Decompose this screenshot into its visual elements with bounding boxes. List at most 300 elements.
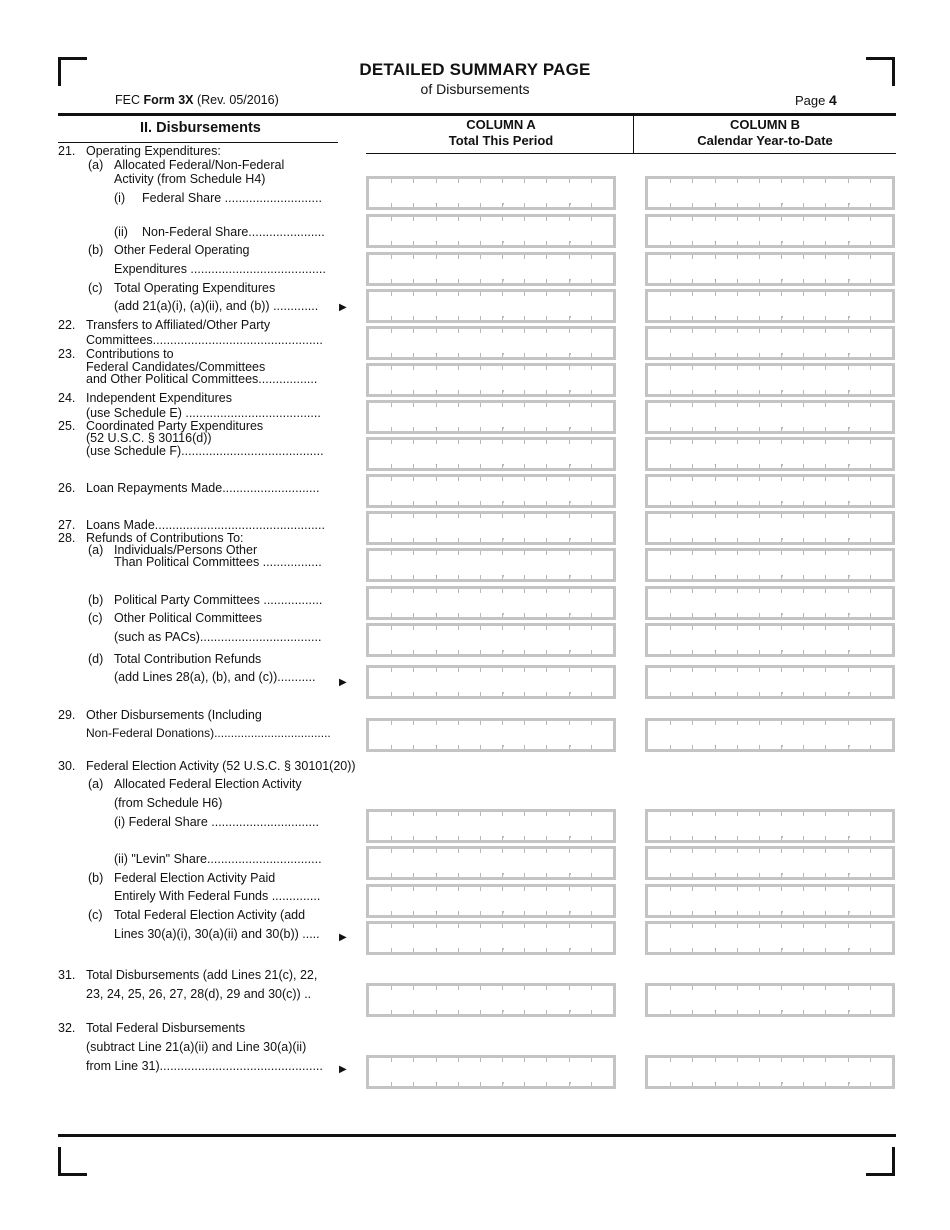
comb-tick (546, 986, 547, 990)
separator-mark: , (502, 643, 505, 653)
comb-tick (458, 329, 459, 333)
amount-field-25-column-b[interactable] (645, 437, 895, 471)
comb-tick (670, 1082, 671, 1086)
comb-tick (458, 692, 459, 696)
line-31-label-2: 23, 24, 25, 26, 27, 28(d), 29 and 30(c)) .. (86, 987, 312, 1001)
comb-tick (870, 692, 871, 696)
separator-mark: , (435, 196, 438, 206)
comb-tick (502, 292, 503, 296)
comb-tick (825, 924, 826, 928)
line-number-32: 32. (58, 1021, 76, 1035)
comb-tick (391, 316, 392, 320)
comb-tick (692, 241, 693, 245)
comb-tick (524, 650, 525, 654)
amount-field-32-column-a[interactable] (366, 1055, 616, 1089)
comb-tick (825, 836, 826, 840)
amount-field-28c-column-b[interactable] (645, 623, 895, 657)
comb-tick (436, 292, 437, 296)
comb-tick (737, 477, 738, 481)
amount-field-26-column-a[interactable] (366, 474, 616, 508)
comb-tick (781, 477, 782, 481)
comb-tick (737, 849, 738, 853)
comb-tick (781, 366, 782, 370)
comb-tick (413, 501, 414, 505)
comb-tick (546, 316, 547, 320)
comb-tick (458, 1058, 459, 1062)
comb-tick (413, 1082, 414, 1086)
separator-mark: , (781, 272, 784, 282)
separator-mark: , (781, 1003, 784, 1013)
comb-tick (480, 911, 481, 915)
amount-field-31-column-a[interactable] (366, 983, 616, 1017)
comb-tick (391, 241, 392, 245)
separator-mark: , (714, 904, 717, 914)
comb-tick (870, 501, 871, 505)
comb-tick (436, 329, 437, 333)
page-number-label: Page 4 (795, 92, 837, 108)
comb-tick (715, 721, 716, 725)
separator-mark: , (848, 568, 851, 578)
comb-tick (692, 179, 693, 183)
form-revision: (Rev. 05/2016) (193, 93, 279, 107)
comb-tick (870, 986, 871, 990)
comb-tick (591, 986, 592, 990)
amount-field-28b-column-b[interactable] (645, 586, 895, 620)
separator-mark: , (502, 904, 505, 914)
line-32-label-2: (subtract Line 21(a)(ii) and Line 30(a)(ii) (86, 1040, 307, 1054)
comb-tick (480, 203, 481, 207)
amount-field-29-column-a[interactable] (366, 718, 616, 752)
comb-tick (546, 849, 547, 853)
separator-mark: , (435, 494, 438, 504)
comb-tick (480, 390, 481, 394)
comb-tick (825, 613, 826, 617)
comb-tick (781, 255, 782, 259)
separator-mark: , (502, 685, 505, 695)
comb-tick (692, 986, 693, 990)
comb-tick (825, 692, 826, 696)
comb-tick (524, 575, 525, 579)
comb-tick (848, 924, 849, 928)
comb-tick (692, 873, 693, 877)
amount-field-30b-column-b[interactable] (645, 884, 895, 918)
comb-tick (848, 986, 849, 990)
line-21aii-label: Non-Federal Share...................... (142, 225, 325, 239)
comb-tick (591, 849, 592, 853)
separator-mark: , (714, 272, 717, 282)
comb-tick (546, 668, 547, 672)
comb-tick (848, 849, 849, 853)
line-number-28: 28. (58, 531, 76, 545)
comb-tick (458, 589, 459, 593)
comb-tick (692, 589, 693, 593)
column-a-header (370, 117, 632, 149)
comb-tick (737, 924, 738, 928)
comb-tick (591, 1082, 592, 1086)
comb-tick (458, 279, 459, 283)
amount-field-21aii-column-b[interactable] (645, 214, 895, 248)
amount-field-21b-column-a[interactable] (366, 252, 616, 286)
comb-tick (546, 427, 547, 431)
amount-field-30ai-column-b[interactable] (645, 809, 895, 843)
amount-field-28a-column-b[interactable] (645, 548, 895, 582)
comb-tick (502, 589, 503, 593)
separator-mark: , (502, 383, 505, 393)
amount-field-28c-column-a[interactable] (366, 623, 616, 657)
comb-tick (480, 849, 481, 853)
comb-tick (759, 924, 760, 928)
comb-tick (569, 887, 570, 891)
comb-tick (759, 849, 760, 853)
comb-tick (391, 255, 392, 259)
comb-tick (591, 464, 592, 468)
column-header-underline (366, 153, 896, 154)
comb-tick (569, 626, 570, 630)
comb-tick (715, 403, 716, 407)
comb-tick (803, 745, 804, 749)
comb-tick (825, 179, 826, 183)
amount-field-24-column-a[interactable] (366, 400, 616, 434)
line-21b-label-2: Expenditures ....................................... (114, 262, 326, 276)
amount-field-28a-column-a[interactable] (366, 548, 616, 582)
arrow-icon: ▶ (339, 677, 347, 688)
separator-mark: , (848, 420, 851, 430)
line-number-26: 26. (58, 481, 76, 495)
amount-field-21c-column-b[interactable] (645, 289, 895, 323)
comb-tick (737, 255, 738, 259)
separator-mark: , (435, 738, 438, 748)
footer-divider (58, 1134, 896, 1137)
comb-tick (848, 179, 849, 183)
comb-tick (737, 179, 738, 183)
comb-tick (591, 179, 592, 183)
comb-tick (692, 217, 693, 221)
comb-tick (759, 613, 760, 617)
separator-mark: , (502, 234, 505, 244)
comb-tick (803, 575, 804, 579)
separator-mark: , (435, 272, 438, 282)
comb-tick (391, 403, 392, 407)
comb-tick (524, 514, 525, 518)
comb-tick (569, 849, 570, 853)
comb-tick (781, 329, 782, 333)
comb-tick (546, 1010, 547, 1014)
comb-tick (759, 1010, 760, 1014)
comb-tick (737, 668, 738, 672)
comb-tick (591, 1010, 592, 1014)
comb-tick (670, 179, 671, 183)
separator-mark: , (435, 383, 438, 393)
comb-tick (391, 745, 392, 749)
line-21-label: Operating Expenditures: (86, 144, 221, 158)
comb-tick (502, 626, 503, 630)
comb-tick (870, 255, 871, 259)
line-28b-letter: (b) (88, 593, 104, 607)
amount-field-23-column-b[interactable] (645, 363, 895, 397)
comb-tick (546, 203, 547, 207)
comb-tick (524, 626, 525, 630)
comb-tick (458, 538, 459, 542)
comb-tick (524, 241, 525, 245)
comb-tick (502, 255, 503, 259)
separator-mark: , (569, 272, 572, 282)
comb-tick (715, 477, 716, 481)
amount-field-30c-column-a[interactable] (366, 921, 616, 955)
comb-tick (458, 668, 459, 672)
line-25-label-1: Coordinated Party Expenditures (86, 419, 264, 433)
separator-mark: , (848, 531, 851, 541)
comb-tick (391, 668, 392, 672)
amount-field-30aii-column-a[interactable] (366, 846, 616, 880)
page-title: DETAILED SUMMARY PAGE (359, 60, 591, 79)
comb-tick (692, 836, 693, 840)
amount-field-27-column-a[interactable] (366, 511, 616, 545)
comb-tick (413, 1010, 414, 1014)
comb-tick (692, 255, 693, 259)
separator-mark: , (435, 531, 438, 541)
comb-tick (803, 255, 804, 259)
comb-tick (413, 292, 414, 296)
comb-tick (848, 292, 849, 296)
comb-tick (458, 1082, 459, 1086)
comb-tick (737, 986, 738, 990)
separator-mark: , (714, 685, 717, 695)
comb-tick (870, 440, 871, 444)
comb-tick (391, 292, 392, 296)
comb-tick (737, 203, 738, 207)
amount-field-22-column-a[interactable] (366, 326, 616, 360)
comb-tick (692, 203, 693, 207)
comb-tick (569, 366, 570, 370)
amount-field-29-column-b[interactable] (645, 718, 895, 752)
separator-mark: , (781, 904, 784, 914)
comb-tick (591, 873, 592, 877)
arrow-icon: ▶ (339, 302, 347, 313)
comb-tick (692, 721, 693, 725)
amount-field-28d-column-a[interactable] (366, 665, 616, 699)
comb-tick (825, 217, 826, 221)
comb-tick (546, 887, 547, 891)
comb-tick (803, 217, 804, 221)
comb-tick (546, 366, 547, 370)
comb-tick (737, 514, 738, 518)
comb-tick (737, 279, 738, 283)
comb-tick (803, 292, 804, 296)
amount-field-21b-column-b[interactable] (645, 252, 895, 286)
separator-mark: , (502, 531, 505, 541)
comb-tick (870, 873, 871, 877)
amount-field-30c-column-b[interactable] (645, 921, 895, 955)
amount-field-32-column-b[interactable] (645, 1055, 895, 1089)
comb-tick (670, 241, 671, 245)
comb-tick (870, 292, 871, 296)
comb-tick (759, 203, 760, 207)
comb-tick (480, 589, 481, 593)
amount-field-22-column-b[interactable] (645, 326, 895, 360)
comb-tick (870, 279, 871, 283)
amount-field-31-column-b[interactable] (645, 983, 895, 1017)
comb-tick (670, 366, 671, 370)
comb-tick (413, 650, 414, 654)
comb-tick (569, 403, 570, 407)
amount-field-24-column-b[interactable] (645, 400, 895, 434)
comb-tick (480, 873, 481, 877)
comb-tick (546, 626, 547, 630)
comb-tick (715, 668, 716, 672)
separator-mark: , (502, 738, 505, 748)
separator-mark: , (502, 494, 505, 504)
amount-field-25-column-a[interactable] (366, 437, 616, 471)
comb-tick (781, 403, 782, 407)
page-number: 4 (828, 92, 837, 108)
line-32-label-3: from Line 31)............................................... (86, 1059, 323, 1073)
comb-tick (848, 589, 849, 593)
comb-tick (759, 329, 760, 333)
comb-tick (759, 217, 760, 221)
comb-tick (803, 849, 804, 853)
amount-field-30aii-column-b[interactable] (645, 846, 895, 880)
comb-tick (803, 514, 804, 518)
comb-tick (670, 650, 671, 654)
amount-field-23-column-a[interactable] (366, 363, 616, 397)
comb-tick (737, 316, 738, 320)
comb-tick (458, 501, 459, 505)
comb-tick (569, 179, 570, 183)
comb-tick (715, 1058, 716, 1062)
comb-tick (737, 353, 738, 357)
amount-field-21ai-column-b[interactable] (645, 176, 895, 210)
comb-tick (759, 514, 760, 518)
amount-field-27-column-b[interactable] (645, 511, 895, 545)
line-28c-letter: (c) (88, 611, 103, 625)
comb-tick (502, 849, 503, 853)
comb-tick (803, 692, 804, 696)
comb-tick (670, 721, 671, 725)
comb-tick (670, 613, 671, 617)
separator-mark: , (848, 1003, 851, 1013)
comb-tick (391, 873, 392, 877)
amount-field-28d-column-b[interactable] (645, 665, 895, 699)
comb-tick (480, 887, 481, 891)
comb-tick (591, 668, 592, 672)
line-28a-label-2: Than Political Committees ................. (114, 555, 322, 569)
separator-mark: , (714, 866, 717, 876)
separator-mark: , (848, 234, 851, 244)
comb-tick (870, 403, 871, 407)
separator-mark: , (848, 685, 851, 695)
comb-tick (870, 427, 871, 431)
separator-mark: , (569, 643, 572, 653)
comb-tick (692, 626, 693, 630)
amount-field-30ai-column-a[interactable] (366, 809, 616, 843)
amount-field-26-column-b[interactable] (645, 474, 895, 508)
separator-mark: , (714, 738, 717, 748)
line-23-label-2: Federal Candidates/Committees (86, 360, 266, 374)
line-28-label: Refunds of Contributions To: (86, 531, 244, 545)
comb-tick (692, 279, 693, 283)
comb-tick (870, 613, 871, 617)
amount-field-21c-column-a[interactable] (366, 289, 616, 323)
comb-tick (569, 551, 570, 555)
line-30b-letter: (b) (88, 871, 104, 885)
amount-field-28b-column-a[interactable] (366, 586, 616, 620)
comb-tick (391, 986, 392, 990)
comb-tick (436, 477, 437, 481)
comb-tick (670, 501, 671, 505)
comb-tick (591, 613, 592, 617)
amount-field-21aii-column-a[interactable] (366, 214, 616, 248)
comb-tick (670, 887, 671, 891)
comb-tick (670, 836, 671, 840)
line-number-31: 31. (58, 968, 76, 982)
separator-mark: , (848, 494, 851, 504)
comb-tick (825, 745, 826, 749)
separator-mark: , (781, 643, 784, 653)
line-21c-letter: (c) (88, 281, 103, 295)
comb-tick (413, 668, 414, 672)
comb-tick (692, 575, 693, 579)
comb-tick (391, 575, 392, 579)
comb-tick (803, 403, 804, 407)
comb-tick (737, 911, 738, 915)
comb-tick (436, 255, 437, 259)
separator-mark: , (781, 346, 784, 356)
comb-tick (803, 812, 804, 816)
comb-tick (502, 812, 503, 816)
comb-tick (870, 217, 871, 221)
comb-tick (737, 538, 738, 542)
separator-mark: , (569, 383, 572, 393)
comb-tick (591, 390, 592, 394)
comb-tick (458, 849, 459, 853)
comb-tick (737, 501, 738, 505)
comb-tick (670, 514, 671, 518)
separator-mark: , (569, 941, 572, 951)
comb-tick (391, 948, 392, 952)
comb-tick (670, 551, 671, 555)
separator-mark: , (569, 829, 572, 839)
comb-tick (569, 255, 570, 259)
line-29-label-1: Other Disbursements (Including (86, 708, 262, 722)
comb-tick (692, 403, 693, 407)
comb-tick (759, 887, 760, 891)
comb-tick (870, 650, 871, 654)
comb-tick (825, 575, 826, 579)
comb-tick (391, 179, 392, 183)
amount-field-21ai-column-a[interactable] (366, 176, 616, 210)
comb-tick (413, 721, 414, 725)
comb-tick (436, 812, 437, 816)
comb-tick (715, 179, 716, 183)
line-28c-label-1: Other Political Committees (114, 611, 262, 625)
form-identifier: FEC Form 3X (Rev. 05/2016) (115, 93, 279, 107)
comb-tick (413, 812, 414, 816)
comb-tick (781, 626, 782, 630)
separator-mark: , (714, 606, 717, 616)
comb-tick (870, 1010, 871, 1014)
comb-tick (546, 403, 547, 407)
header-divider (58, 113, 896, 116)
comb-tick (803, 427, 804, 431)
comb-tick (391, 353, 392, 357)
amount-field-30b-column-a[interactable] (366, 884, 616, 918)
comb-tick (870, 812, 871, 816)
comb-tick (480, 403, 481, 407)
comb-tick (670, 575, 671, 579)
comb-tick (524, 745, 525, 749)
comb-tick (715, 589, 716, 593)
comb-tick (737, 650, 738, 654)
